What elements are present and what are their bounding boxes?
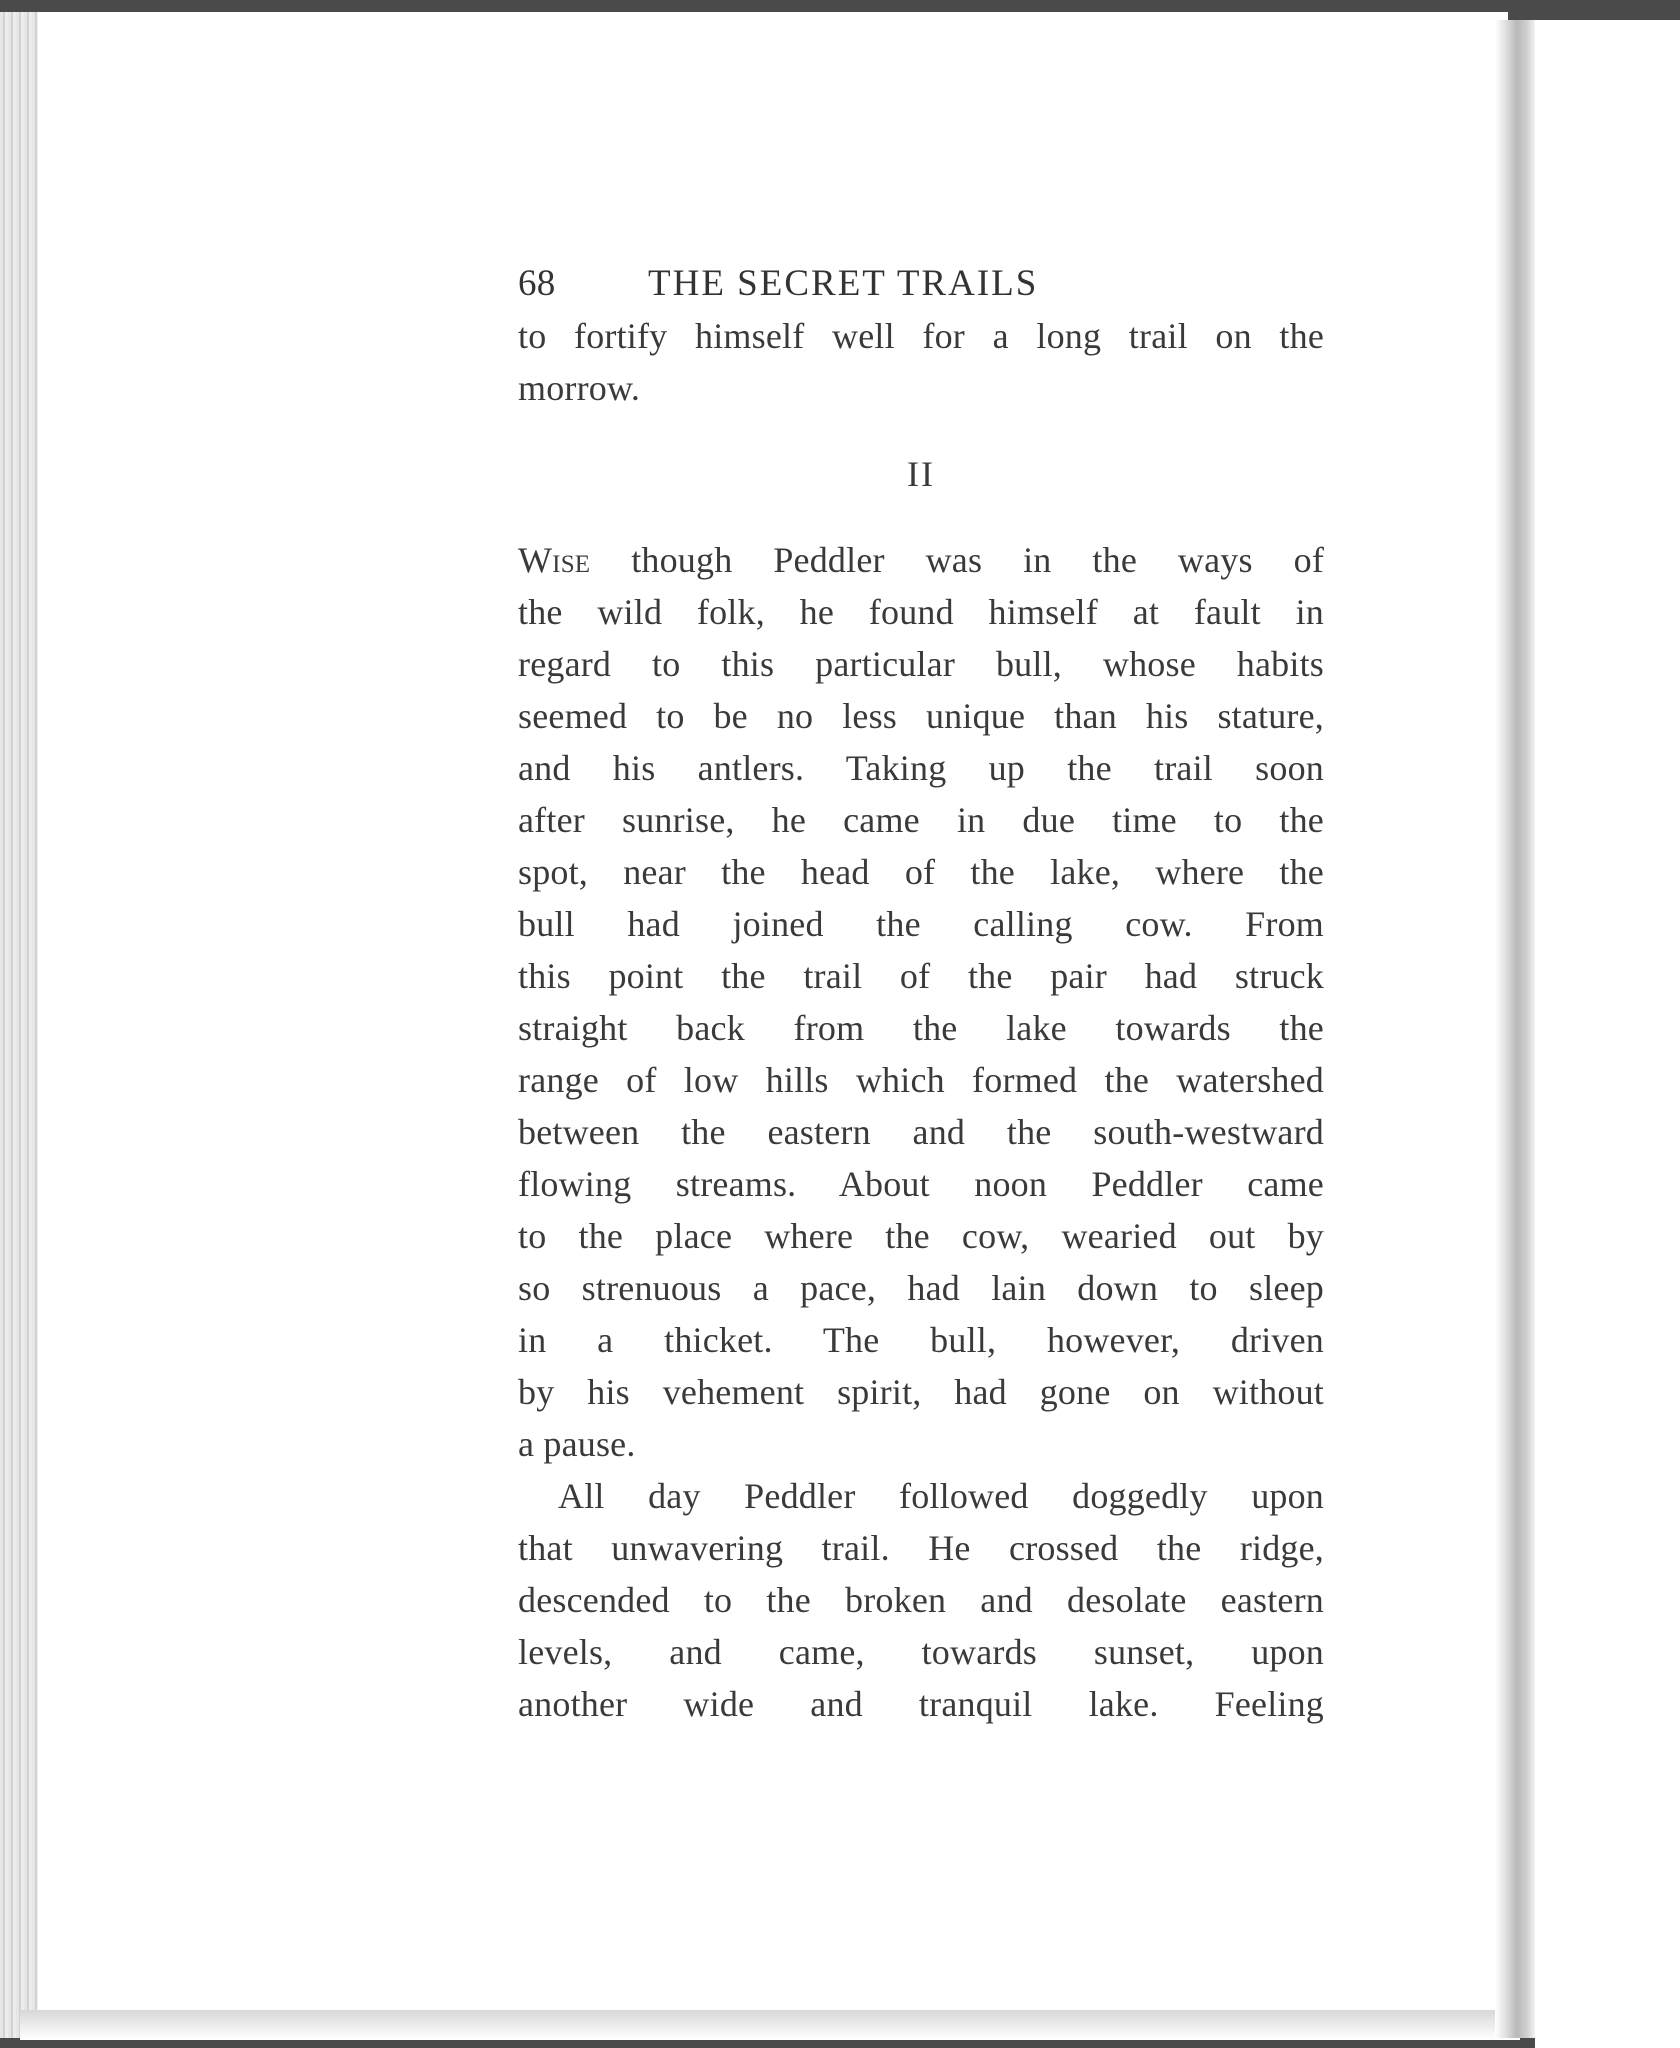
- facing-page: [1535, 20, 1680, 2048]
- text-line: descended to the broken and desolate eastern: [518, 1580, 1324, 1620]
- text-line: after sunrise, he came in due time to the: [518, 800, 1324, 840]
- text-line: seemed to be no less unique than his stature,: [518, 696, 1324, 736]
- section-number: II: [907, 454, 935, 494]
- text-line: the wild folk, he found himself at fault in: [518, 592, 1324, 632]
- text-line: range of low hills which formed the watershed: [518, 1060, 1324, 1100]
- text-block: [518, 258, 1324, 1730]
- text-line: levels, and came, towards sunset, upon: [518, 1632, 1324, 1672]
- page-number: 68: [518, 263, 556, 304]
- running-title: THE SECRET TRAILS: [648, 263, 1039, 304]
- text-line: so strenuous a pace, had lain down to sleep: [518, 1268, 1324, 1308]
- text-line: a pause.: [518, 1424, 636, 1464]
- text-line: and his antlers. Taking up the trail soon: [518, 748, 1324, 788]
- text-line: this point the trail of the pair had struck: [518, 956, 1324, 996]
- drop-word: Wise: [518, 540, 591, 580]
- text-line: another wide and tranquil lake. Feeling: [518, 1684, 1324, 1724]
- text-line: between the eastern and the south-westward: [518, 1112, 1324, 1152]
- running-head: [518, 258, 1324, 310]
- text-line: spot, near the head of the lake, where the: [518, 852, 1324, 892]
- text-line: that unwavering trail. He crossed the ridge,: [518, 1528, 1324, 1568]
- text-line: to fortify himself well for a long trail on the: [518, 316, 1324, 356]
- text-line: flowing streams. About noon Peddler came: [518, 1164, 1324, 1204]
- text-line-rest: though Peddler was in the ways of: [631, 540, 1325, 580]
- binding-gutter: [1495, 20, 1535, 2038]
- text-line: by his vehement spirit, had gone on without: [518, 1372, 1324, 1412]
- paragraph-first-line: [518, 534, 1324, 586]
- text-line: bull had joined the calling cow. From: [518, 904, 1324, 944]
- text-line: to the place where the cow, wearied out by: [518, 1216, 1324, 1256]
- page-edges-bottom: [20, 2010, 1520, 2040]
- text-line: straight back from the lake towards the: [518, 1008, 1324, 1048]
- text-line: in a thicket. The bull, however, driven: [518, 1320, 1324, 1360]
- text-line: All day Peddler followed doggedly upon: [558, 1476, 1324, 1516]
- text-line: morrow.: [518, 368, 641, 408]
- text-line: regard to this particular bull, whose habits: [518, 644, 1324, 684]
- page-edges: [0, 12, 40, 2038]
